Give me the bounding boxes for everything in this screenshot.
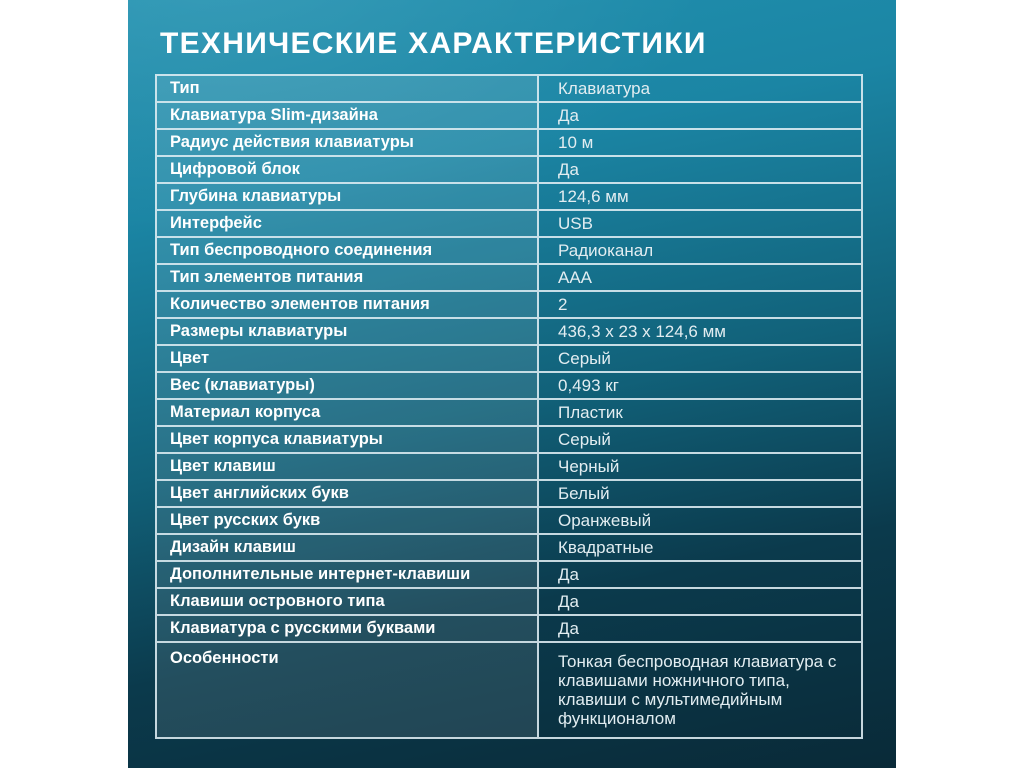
spec-value: 10 м [537, 130, 861, 155]
spec-label: Клавиатура с русскими буквами [157, 616, 537, 641]
spec-label: Цвет [157, 346, 537, 371]
table-row [157, 346, 861, 373]
spec-label: Количество элементов питания [157, 292, 537, 317]
table-row [157, 535, 861, 562]
table-row [157, 400, 861, 427]
table-row [157, 157, 861, 184]
spec-label: Вес (клавиатуры) [157, 373, 537, 398]
spec-value: 124,6 мм [537, 184, 861, 209]
spec-label: Дополнительные интернет-клавиши [157, 562, 537, 587]
spec-label: Клавиатура Slim-дизайна [157, 103, 537, 128]
table-row [157, 130, 861, 157]
table-row [157, 562, 861, 589]
spec-value: 0,493 кг [537, 373, 861, 398]
spec-value: Белый [537, 481, 861, 506]
spec-label: Тип беспроводного соединения [157, 238, 537, 263]
table-row [157, 319, 861, 346]
spec-label: Размеры клавиатуры [157, 319, 537, 344]
table-row [157, 184, 861, 211]
spec-label: Особенности [157, 643, 537, 737]
spec-value: AAA [537, 265, 861, 290]
table-row [157, 238, 861, 265]
spec-label: Цвет русских букв [157, 508, 537, 533]
table-row [157, 508, 861, 535]
table-row [157, 265, 861, 292]
table-row [157, 292, 861, 319]
gradient-background [128, 0, 896, 768]
spec-value: Да [537, 616, 861, 641]
spec-value: Клавиатура [537, 76, 861, 101]
spec-label: Дизайн клавиш [157, 535, 537, 560]
table-row [157, 76, 861, 103]
spec-value: USB [537, 211, 861, 236]
spec-value: Серый [537, 427, 861, 452]
spec-label: Интерфейс [157, 211, 537, 236]
spec-label: Глубина клавиатуры [157, 184, 537, 209]
spec-value: Серый [537, 346, 861, 371]
table-row [157, 481, 861, 508]
table-row [157, 427, 861, 454]
spec-label: Цвет корпуса клавиатуры [157, 427, 537, 452]
spec-value: Тонкая беспроводная клавиатура с клавишами ножничного типа, клавиши с мультимедийным функционалом [537, 643, 861, 737]
spec-label: Радиус действия клавиатуры [157, 130, 537, 155]
table-row [157, 616, 861, 643]
spec-value: Оранжевый [537, 508, 861, 533]
spec-value: Да [537, 589, 861, 614]
table-row [157, 589, 861, 616]
spec-label: Тип элементов питания [157, 265, 537, 290]
spec-label: Материал корпуса [157, 400, 537, 425]
spec-value: Радиоканал [537, 238, 861, 263]
spec-label: Клавиши островного типа [157, 589, 537, 614]
spec-value: Да [537, 103, 861, 128]
spec-value: Пластик [537, 400, 861, 425]
table-row [157, 643, 861, 737]
spec-table [155, 74, 863, 739]
spec-value: Черный [537, 454, 861, 479]
spec-label: Цифровой блок [157, 157, 537, 182]
table-row [157, 211, 861, 238]
spec-label: Цвет английских букв [157, 481, 537, 506]
spec-value: 436,3 x 23 x 124,6 мм [537, 319, 861, 344]
spec-value: Квадратные [537, 535, 861, 560]
table-row [157, 373, 861, 400]
table-row [157, 103, 861, 130]
spec-label: Цвет клавиш [157, 454, 537, 479]
spec-value: 2 [537, 292, 861, 317]
spec-label: Тип [157, 76, 537, 101]
table-row [157, 454, 861, 481]
spec-value: Да [537, 157, 861, 182]
spec-value: Да [537, 562, 861, 587]
page-title: ТЕХНИЧЕСКИЕ ХАРАКТЕРИСТИКИ [160, 27, 707, 60]
